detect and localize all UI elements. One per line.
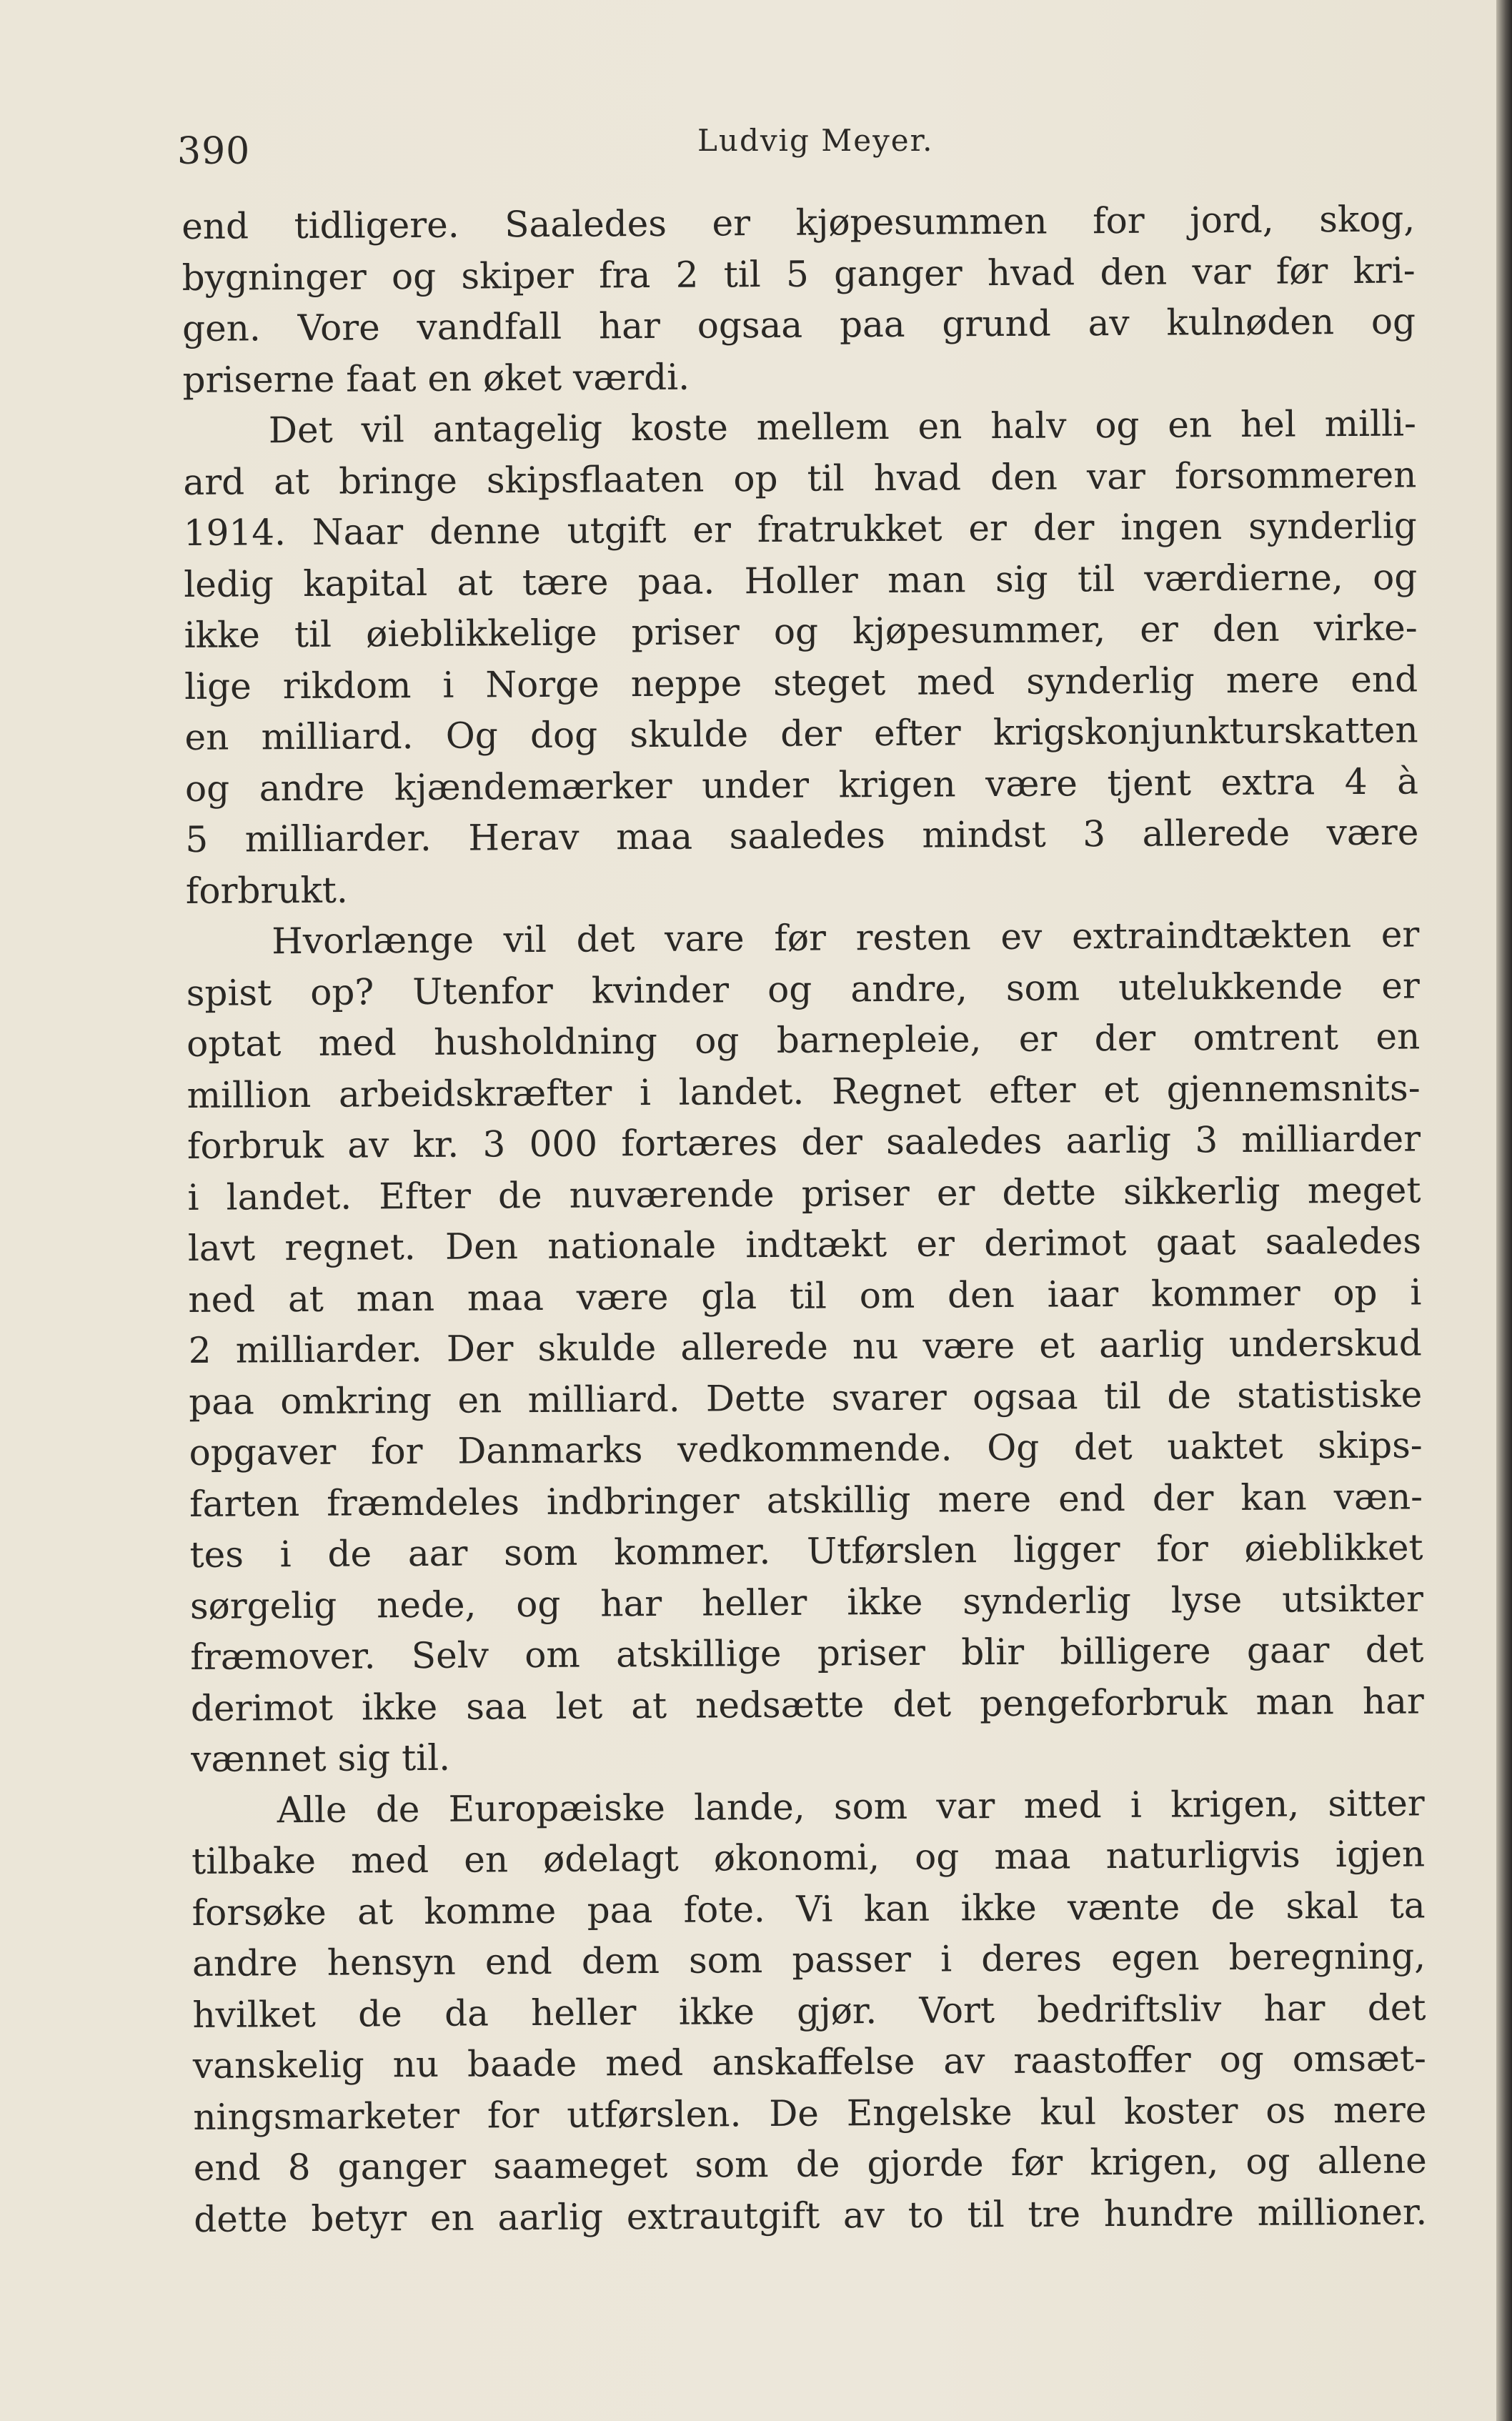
text-line: opgaver for Danmarks vedkommende. Og det uaktet skips- [189, 1424, 1423, 1473]
page-header [177, 120, 1421, 177]
text-line: ledig kapital at tære paa. Holler man sig til værdierne, og [184, 555, 1418, 605]
text-line: bygninger og skiper fra 2 til 5 ganger hvad den var før kri- [181, 249, 1416, 299]
text-line: optat med husholdning og barnepleie, er der omtrent en [186, 1015, 1421, 1065]
text-line: Det vil antagelig koste mellem en halv og en hel milli- [268, 402, 1417, 452]
text-line: ningsmarketer for utførslen. De Engelske kul koster os mere [193, 2088, 1427, 2138]
text-line: tilbake med en ødelagt økonomi, og maa naturligvis igjen [192, 1833, 1426, 1882]
page-number: 390 [177, 130, 251, 173]
text-line: sørgelig nede, og har heller ikke synderlig lyse utsikter [189, 1577, 1424, 1627]
text-line: en milliard. Og dog skulde der efter krigskonjunkturskatten [184, 709, 1418, 758]
text-line: Alle de Europæiske lande, som var med i krigen, sitter [277, 1781, 1425, 1831]
text-line: fræmover. Selv om atskillige priser blir billigere gaar det [190, 1629, 1424, 1678]
book-spine-edge [1496, 0, 1512, 2421]
text-line: lige rikdom i Norge neppe steget med synderlig mere end [184, 657, 1418, 707]
text-line: forsøke at komme paa fote. Vi kan ikke vænte de skal ta [192, 1884, 1426, 1934]
text-line: tes i de aar som kommer. Utførslen ligger for øieblikket [189, 1526, 1423, 1576]
text-line: forbrukt. [185, 869, 348, 912]
text-line: gen. Vore vandfall har ogsaa paa grund av kulnøden og [181, 300, 1416, 349]
text-line: lavt regnet. Den nationale indtækt er derimot gaat saaledes [187, 1220, 1422, 1269]
text-line: i landet. Efter de nuværende priser er dette sikkerlig meget [187, 1168, 1421, 1218]
text-line: vanskelig nu baade med anskaffelse av raastoffer og omsæt- [192, 2037, 1427, 2087]
text-line: 5 milliarder. Herav maa saaledes mindst 3 allerede være [185, 811, 1419, 860]
running-head: Ludvig Meyer. [697, 123, 934, 158]
text-line: spist op? Utenfor kvinder og andre, som utelukkende er [186, 964, 1420, 1014]
text-line: farten fræmdeles indbringer atskillig mere end der kan væn- [189, 1475, 1423, 1525]
text-line: ard at bringe skipsflaaten op til hvad den var forsommeren [183, 453, 1417, 503]
text-line: vænnet sig til. [191, 1736, 451, 1780]
text-line: forbruk av kr. 3 000 fortæres der saaledes aarlig 3 milliarder [186, 1118, 1421, 1167]
text-line: end 8 ganger saameget som de gjorde før krigen, og allene [193, 2139, 1427, 2189]
text-line: 2 milliarder. Der skulde allerede nu være et aarlig underskud [188, 1322, 1422, 1371]
text-line: ned at man maa være gla til om den iaar kommer op i [188, 1271, 1422, 1321]
text-line: andre hensyn end dem som passer i deres egen beregning, [192, 1935, 1426, 1984]
text-line: hvilket de da heller ikke gjør. Vort bedriftsliv har det [192, 1986, 1426, 2036]
body-text [181, 194, 1427, 2244]
text-line: og andre kjændemærker under krigen være tjent extra 4 à [184, 760, 1419, 810]
text-line: paa omkring en milliard. Dette svarer ogsaa til de statistiske [189, 1373, 1423, 1423]
text-line: dette betyr en aarlig extrautgift av to til tre hundre millioner. [194, 2190, 1428, 2240]
text-line: derimot ikke saa let at nedsætte det pengeforbruk man har [190, 1679, 1425, 1729]
text-line: ikke til øieblikkelige priser og kjøpesummer, er den virke- [184, 607, 1418, 656]
text-line: 1914. Naar denne utgift er fratrukket er der ingen synderlig [183, 504, 1417, 554]
text-line: priserne faat en øket værdi. [182, 356, 690, 401]
text-line: Hvorlænge vil det vare før resten ev extraindtækten er [272, 913, 1420, 963]
text-line: million arbeidskræfter i landet. Regnet efter et gjennemsnits- [186, 1066, 1421, 1116]
text-line: end tidligere. Saaledes er kjøpesummen for jord, skog, [181, 198, 1416, 247]
